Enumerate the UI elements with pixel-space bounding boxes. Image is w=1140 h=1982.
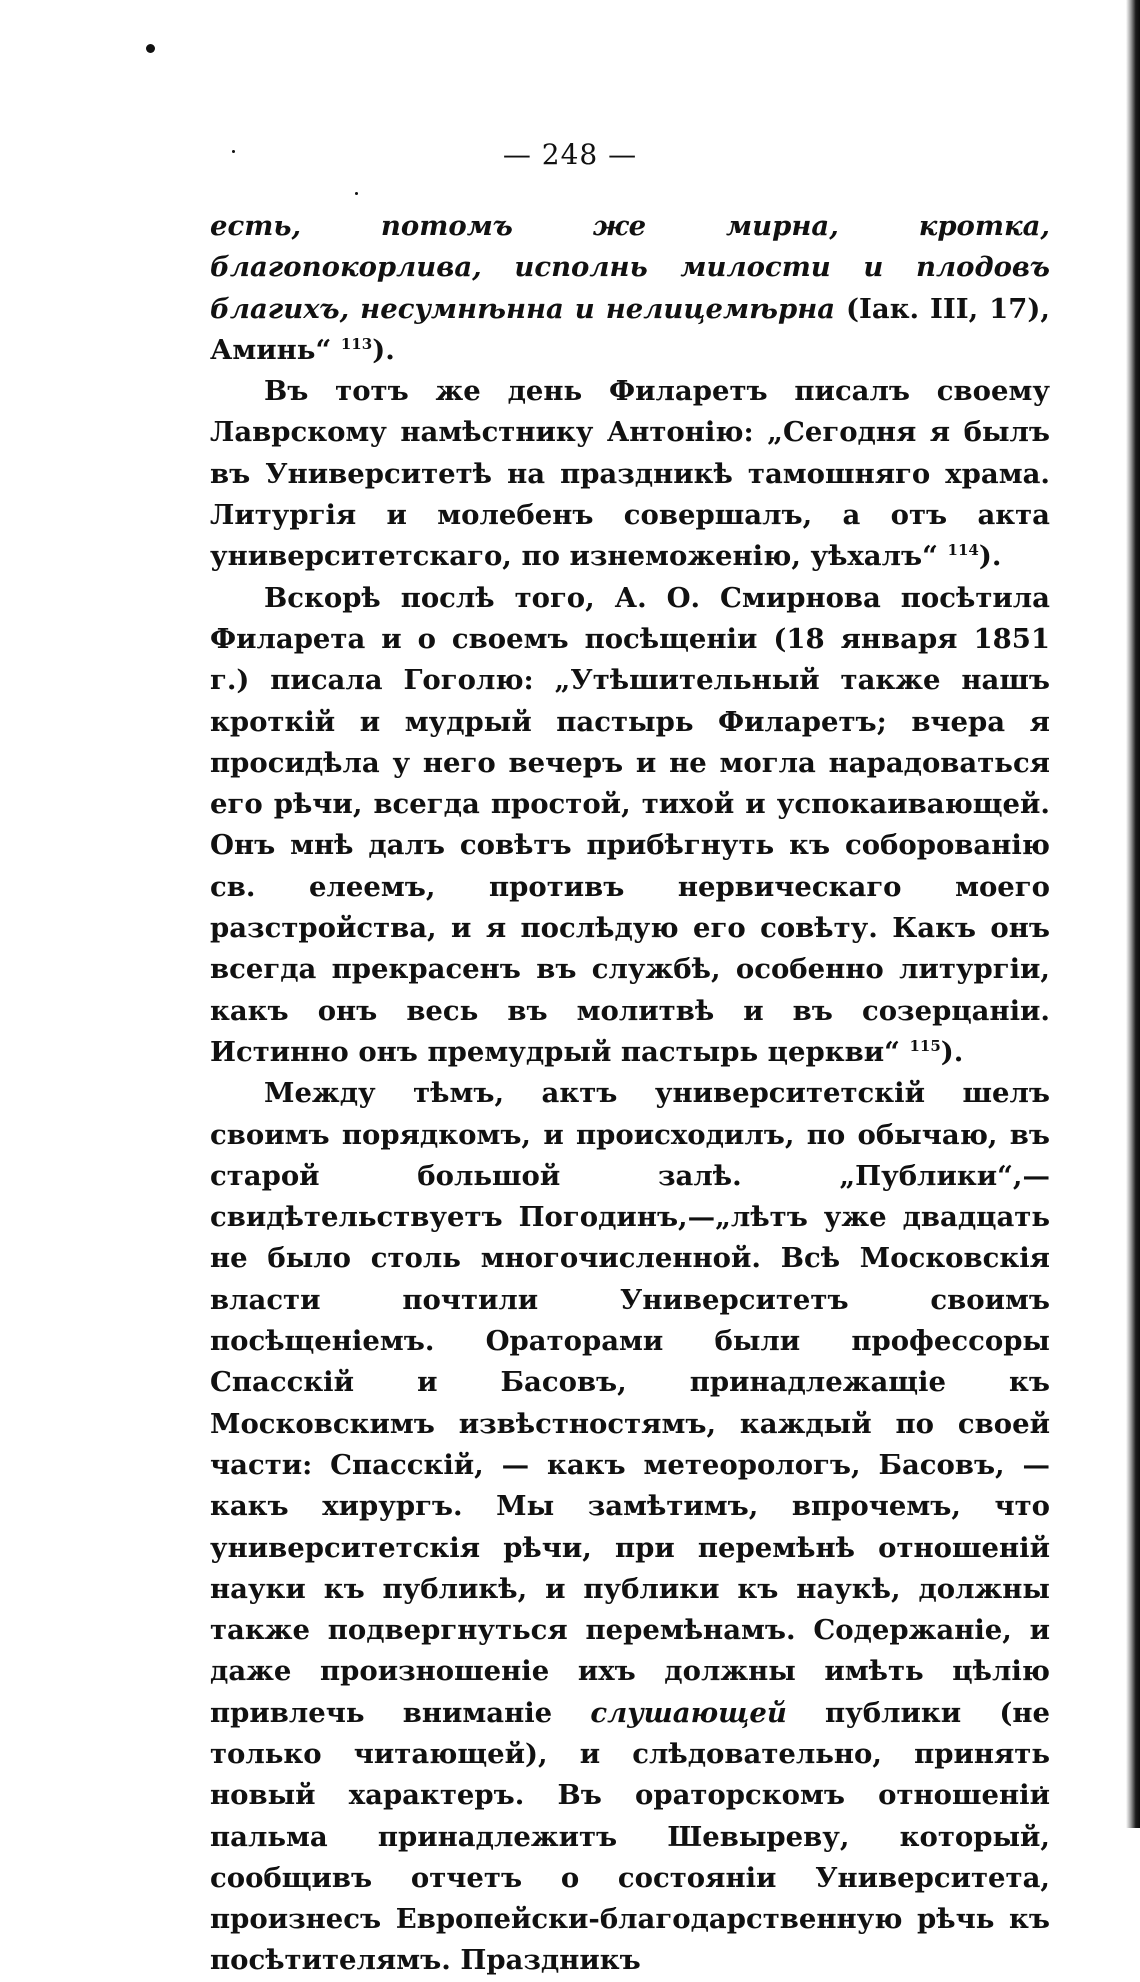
scan-edge-shadow	[1126, 0, 1140, 1828]
paragraph-2	[210, 371, 1050, 577]
footnote-ref: 113	[340, 334, 373, 353]
paragraph-text: Вскорѣ послѣ того, А. О. Смирнова посѣтила Филарета и о своемъ посѣщеніи (18 января 1851 г.) писала Гоголю: „Утѣшительный также нашъ кроткій и мудрый пастырь Филаретъ; вчера я просидѣла у него вечеръ и не могла нарадоваться его рѣчи, всегда простой, тихой и успокаивающей. Онъ мнѣ далъ совѣтъ прибѣгнуть къ соборованію св. елеемъ, противъ нервическаго моего разстройства, и я послѣдую его совѣту. Какъ онъ всегда прекрасенъ въ службѣ, особенно литургіи, какъ онъ весь въ молитвѣ и въ созерцаніи. Истинно онъ премудрый пастырь церкви“	[210, 581, 1050, 1068]
page-number: — 248 —	[502, 138, 638, 171]
page-text	[210, 206, 1050, 1982]
paragraph-text: (Іак. III, 17), Аминь“	[210, 292, 1050, 366]
italic-word: слушающей	[590, 1696, 787, 1729]
paragraph-text: Въ тотъ же день Филаретъ писалъ своему Лаврскому намѣстнику Антонію: „Сегодня я былъ въ Университетѣ на праздникѣ тамошняго храма. Литургія и молебенъ совершалъ, а отъ акта университетскаго, по изнеможенію, уѣхалъ“	[210, 375, 1050, 573]
ink-speck	[355, 192, 358, 195]
paragraph-text-continued: публики (не только читающей), и слѣдовательно, принять новый характеръ. Въ ораторскомъ отношеніи пальма принадлежитъ Шевыреву, который, сообщивъ отчетъ о состояніи Университета, произнесъ Европейски-благодарственную рѣчь къ посѣтителямъ. Праздникъ	[210, 1696, 1050, 1977]
footnote-ref: 114	[947, 541, 979, 560]
paragraph-text: Между тѣмъ, актъ университетскій шелъ своимъ порядкомъ, и происходилъ, по обычаю, въ старой большой залѣ. „Публики“,—свидѣтельствуетъ Погодинъ,—„лѣтъ уже двадцать не было столь многочисленной. Всѣ Московскія власти почтили Университетъ своимъ посѣщеніемъ. Ораторами были профессоры Спасскій и Басовъ, принадлежащіе къ Московскимъ извѣстностямъ, каждый по своей части: Спасскій, — какъ метеорологъ, Басовъ, — какъ хирургъ. Мы замѣтимъ, впрочемъ, что университетскія рѣчи, при перемѣнѣ отношеній науки къ публикѣ, и публики къ наукѣ, должны также подвергнуться перемѣнамъ. Содержаніе, и даже произношеніе ихъ должны имѣть цѣлію привлечь вниманіе	[210, 1077, 1050, 1729]
paragraph-3	[210, 578, 1050, 1074]
paragraph-close: ).	[372, 333, 395, 366]
paragraph-close: ).	[940, 1035, 964, 1068]
paragraph-1	[210, 206, 1050, 371]
paragraph-close: ).	[978, 540, 1002, 573]
ink-speck	[146, 44, 155, 53]
italic-quote: есть, потомъ же мирна, кротка, благопокорлива, исполнь милости и плодовъ благихъ, несумнѣнна и нелицемѣрна	[210, 210, 1050, 325]
paragraph-4	[210, 1073, 1050, 1982]
footnote-ref: 115	[909, 1036, 941, 1055]
